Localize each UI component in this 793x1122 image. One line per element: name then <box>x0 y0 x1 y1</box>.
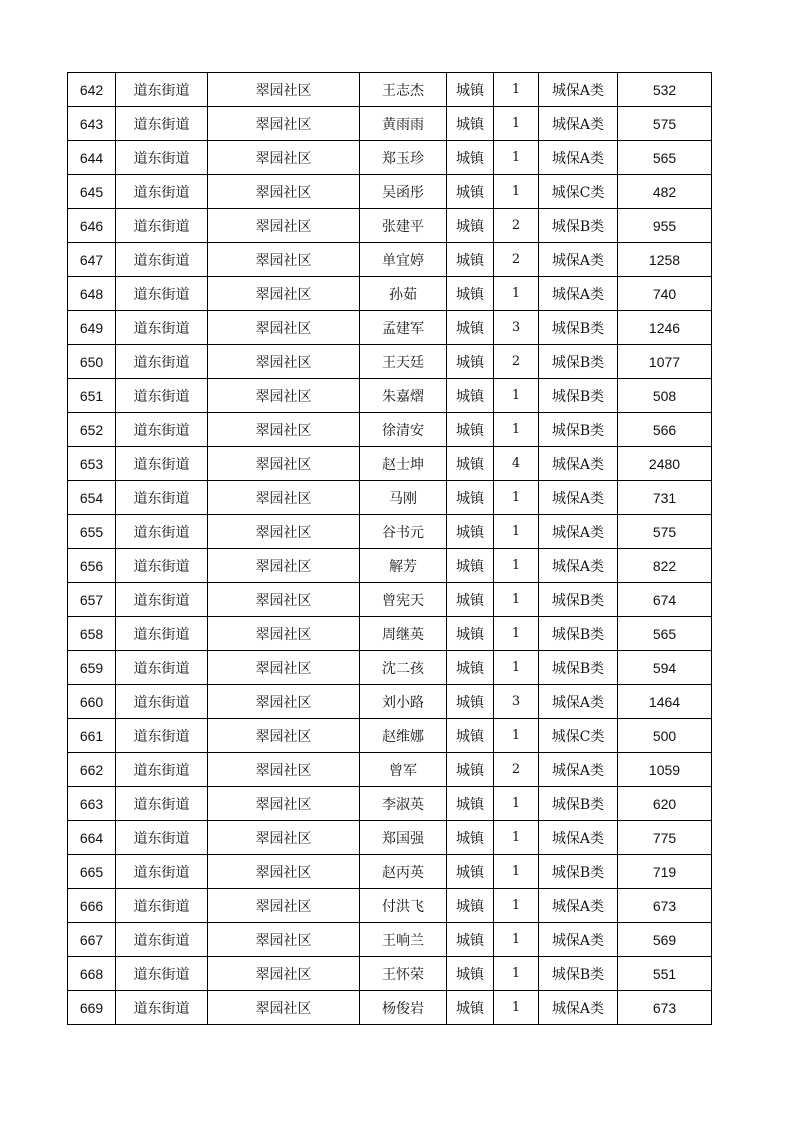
table-row <box>68 175 712 209</box>
household-size-cell: 2 <box>494 345 539 379</box>
household-size-cell: 1 <box>494 107 539 141</box>
area-type-cell: 城镇 <box>447 651 494 685</box>
community-cell: 翠园社区 <box>208 379 360 413</box>
person-name-cell: 解芳 <box>360 549 447 583</box>
household-size-cell: 1 <box>494 651 539 685</box>
community-cell: 翠园社区 <box>208 243 360 277</box>
community-cell: 翠园社区 <box>208 345 360 379</box>
area-type-cell: 城镇 <box>447 175 494 209</box>
area-type-cell: 城镇 <box>447 821 494 855</box>
street-cell: 道东街道 <box>116 311 208 345</box>
amount-cell: 575 <box>618 515 712 549</box>
category-cell: 城保B类 <box>539 413 618 447</box>
table-row <box>68 481 712 515</box>
community-cell: 翠园社区 <box>208 73 360 107</box>
category-cell: 城保B类 <box>539 651 618 685</box>
row-number-cell: 664 <box>68 821 116 855</box>
amount-cell: 673 <box>618 991 712 1025</box>
table-row <box>68 73 712 107</box>
table-row <box>68 311 712 345</box>
table-row <box>68 243 712 277</box>
amount-cell: 620 <box>618 787 712 821</box>
table-row <box>68 719 712 753</box>
community-cell: 翠园社区 <box>208 209 360 243</box>
category-cell: 城保B类 <box>539 345 618 379</box>
category-cell: 城保B类 <box>539 209 618 243</box>
person-name-cell: 沈二孩 <box>360 651 447 685</box>
amount-cell: 731 <box>618 481 712 515</box>
amount-cell: 1464 <box>618 685 712 719</box>
household-size-cell: 3 <box>494 311 539 345</box>
table-row <box>68 991 712 1025</box>
community-cell: 翠园社区 <box>208 991 360 1025</box>
table-row <box>68 209 712 243</box>
category-cell: 城保B类 <box>539 311 618 345</box>
table-row <box>68 889 712 923</box>
amount-cell: 500 <box>618 719 712 753</box>
category-cell: 城保A类 <box>539 481 618 515</box>
category-cell: 城保B类 <box>539 957 618 991</box>
household-size-cell: 2 <box>494 243 539 277</box>
person-name-cell: 杨俊岩 <box>360 991 447 1025</box>
community-cell: 翠园社区 <box>208 515 360 549</box>
person-name-cell: 张建平 <box>360 209 447 243</box>
table-row <box>68 345 712 379</box>
area-type-cell: 城镇 <box>447 481 494 515</box>
amount-cell: 532 <box>618 73 712 107</box>
area-type-cell: 城镇 <box>447 73 494 107</box>
street-cell: 道东街道 <box>116 515 208 549</box>
person-name-cell: 吴函彤 <box>360 175 447 209</box>
area-type-cell: 城镇 <box>447 685 494 719</box>
area-type-cell: 城镇 <box>447 753 494 787</box>
person-name-cell: 谷书元 <box>360 515 447 549</box>
street-cell: 道东街道 <box>116 447 208 481</box>
street-cell: 道东街道 <box>116 787 208 821</box>
row-number-cell: 649 <box>68 311 116 345</box>
table-row <box>68 107 712 141</box>
amount-cell: 719 <box>618 855 712 889</box>
street-cell: 道东街道 <box>116 107 208 141</box>
category-cell: 城保A类 <box>539 889 618 923</box>
amount-cell: 1077 <box>618 345 712 379</box>
amount-cell: 569 <box>618 923 712 957</box>
table-row <box>68 855 712 889</box>
community-cell: 翠园社区 <box>208 855 360 889</box>
row-number-cell: 668 <box>68 957 116 991</box>
amount-cell: 1059 <box>618 753 712 787</box>
street-cell: 道东街道 <box>116 175 208 209</box>
amount-cell: 551 <box>618 957 712 991</box>
row-number-cell: 651 <box>68 379 116 413</box>
community-cell: 翠园社区 <box>208 107 360 141</box>
person-name-cell: 曾宪天 <box>360 583 447 617</box>
area-type-cell: 城镇 <box>447 379 494 413</box>
row-number-cell: 642 <box>68 73 116 107</box>
category-cell: 城保A类 <box>539 243 618 277</box>
category-cell: 城保A类 <box>539 991 618 1025</box>
street-cell: 道东街道 <box>116 209 208 243</box>
household-size-cell: 1 <box>494 617 539 651</box>
area-type-cell: 城镇 <box>447 447 494 481</box>
area-type-cell: 城镇 <box>447 277 494 311</box>
household-size-cell: 1 <box>494 515 539 549</box>
area-type-cell: 城镇 <box>447 549 494 583</box>
household-size-cell: 1 <box>494 175 539 209</box>
person-name-cell: 周继英 <box>360 617 447 651</box>
community-cell: 翠园社区 <box>208 175 360 209</box>
category-cell: 城保A类 <box>539 141 618 175</box>
household-size-cell: 1 <box>494 991 539 1025</box>
area-type-cell: 城镇 <box>447 855 494 889</box>
community-cell: 翠园社区 <box>208 141 360 175</box>
person-name-cell: 王志杰 <box>360 73 447 107</box>
street-cell: 道东街道 <box>116 413 208 447</box>
amount-cell: 673 <box>618 889 712 923</box>
household-size-cell: 1 <box>494 719 539 753</box>
category-cell: 城保B类 <box>539 583 618 617</box>
row-number-cell: 647 <box>68 243 116 277</box>
row-number-cell: 660 <box>68 685 116 719</box>
category-cell: 城保A类 <box>539 685 618 719</box>
table-row <box>68 685 712 719</box>
community-cell: 翠园社区 <box>208 651 360 685</box>
row-number-cell: 661 <box>68 719 116 753</box>
person-name-cell: 马刚 <box>360 481 447 515</box>
row-number-cell: 662 <box>68 753 116 787</box>
street-cell: 道东街道 <box>116 141 208 175</box>
row-number-cell: 654 <box>68 481 116 515</box>
community-cell: 翠园社区 <box>208 957 360 991</box>
household-size-cell: 1 <box>494 787 539 821</box>
community-cell: 翠园社区 <box>208 719 360 753</box>
row-number-cell: 646 <box>68 209 116 243</box>
area-type-cell: 城镇 <box>447 209 494 243</box>
table-row <box>68 549 712 583</box>
household-size-cell: 1 <box>494 379 539 413</box>
household-size-cell: 1 <box>494 957 539 991</box>
street-cell: 道东街道 <box>116 991 208 1025</box>
street-cell: 道东街道 <box>116 345 208 379</box>
amount-cell: 565 <box>618 617 712 651</box>
area-type-cell: 城镇 <box>447 787 494 821</box>
community-cell: 翠园社区 <box>208 583 360 617</box>
category-cell: 城保A类 <box>539 515 618 549</box>
household-size-cell: 1 <box>494 277 539 311</box>
person-name-cell: 郑国强 <box>360 821 447 855</box>
category-cell: 城保A类 <box>539 107 618 141</box>
table-row <box>68 957 712 991</box>
area-type-cell: 城镇 <box>447 515 494 549</box>
area-type-cell: 城镇 <box>447 889 494 923</box>
area-type-cell: 城镇 <box>447 991 494 1025</box>
area-type-cell: 城镇 <box>447 107 494 141</box>
row-number-cell: 666 <box>68 889 116 923</box>
category-cell: 城保A类 <box>539 549 618 583</box>
street-cell: 道东街道 <box>116 243 208 277</box>
table-row <box>68 447 712 481</box>
amount-cell: 1258 <box>618 243 712 277</box>
community-cell: 翠园社区 <box>208 311 360 345</box>
household-size-cell: 1 <box>494 923 539 957</box>
amount-cell: 508 <box>618 379 712 413</box>
street-cell: 道东街道 <box>116 583 208 617</box>
row-number-cell: 655 <box>68 515 116 549</box>
amount-cell: 1246 <box>618 311 712 345</box>
street-cell: 道东街道 <box>116 685 208 719</box>
person-name-cell: 朱嘉熠 <box>360 379 447 413</box>
area-type-cell: 城镇 <box>447 583 494 617</box>
household-size-cell: 1 <box>494 413 539 447</box>
category-cell: 城保A类 <box>539 277 618 311</box>
person-name-cell: 赵士坤 <box>360 447 447 481</box>
table-row <box>68 787 712 821</box>
household-size-cell: 2 <box>494 209 539 243</box>
person-name-cell: 刘小路 <box>360 685 447 719</box>
table-row <box>68 651 712 685</box>
category-cell: 城保B类 <box>539 617 618 651</box>
table-row <box>68 277 712 311</box>
area-type-cell: 城镇 <box>447 719 494 753</box>
person-name-cell: 徐清安 <box>360 413 447 447</box>
row-number-cell: 650 <box>68 345 116 379</box>
street-cell: 道东街道 <box>116 719 208 753</box>
person-name-cell: 孙茹 <box>360 277 447 311</box>
person-name-cell: 王响兰 <box>360 923 447 957</box>
category-cell: 城保A类 <box>539 73 618 107</box>
household-size-cell: 1 <box>494 821 539 855</box>
street-cell: 道东街道 <box>116 379 208 413</box>
street-cell: 道东街道 <box>116 549 208 583</box>
table-row <box>68 515 712 549</box>
area-type-cell: 城镇 <box>447 345 494 379</box>
category-cell: 城保B类 <box>539 855 618 889</box>
community-cell: 翠园社区 <box>208 617 360 651</box>
table-row <box>68 617 712 651</box>
person-name-cell: 付洪飞 <box>360 889 447 923</box>
street-cell: 道东街道 <box>116 923 208 957</box>
household-size-cell: 1 <box>494 481 539 515</box>
household-size-cell: 3 <box>494 685 539 719</box>
table-row <box>68 583 712 617</box>
person-name-cell: 赵维娜 <box>360 719 447 753</box>
amount-cell: 674 <box>618 583 712 617</box>
household-size-cell: 1 <box>494 73 539 107</box>
street-cell: 道东街道 <box>116 855 208 889</box>
row-number-cell: 648 <box>68 277 116 311</box>
table-body <box>68 73 712 1025</box>
table-row <box>68 821 712 855</box>
category-cell: 城保A类 <box>539 447 618 481</box>
person-name-cell: 孟建军 <box>360 311 447 345</box>
table-row <box>68 379 712 413</box>
community-cell: 翠园社区 <box>208 685 360 719</box>
area-type-cell: 城镇 <box>447 243 494 277</box>
street-cell: 道东街道 <box>116 481 208 515</box>
table-row <box>68 923 712 957</box>
area-type-cell: 城镇 <box>447 957 494 991</box>
category-cell: 城保A类 <box>539 821 618 855</box>
amount-cell: 575 <box>618 107 712 141</box>
row-number-cell: 656 <box>68 549 116 583</box>
row-number-cell: 645 <box>68 175 116 209</box>
table-row <box>68 141 712 175</box>
category-cell: 城保B类 <box>539 787 618 821</box>
row-number-cell: 665 <box>68 855 116 889</box>
community-cell: 翠园社区 <box>208 889 360 923</box>
person-name-cell: 单宜婷 <box>360 243 447 277</box>
community-cell: 翠园社区 <box>208 787 360 821</box>
street-cell: 道东街道 <box>116 821 208 855</box>
community-cell: 翠园社区 <box>208 413 360 447</box>
category-cell: 城保A类 <box>539 923 618 957</box>
community-cell: 翠园社区 <box>208 447 360 481</box>
community-cell: 翠园社区 <box>208 549 360 583</box>
amount-cell: 2480 <box>618 447 712 481</box>
amount-cell: 565 <box>618 141 712 175</box>
assistance-roster-table <box>67 72 712 1025</box>
person-name-cell: 王怀荣 <box>360 957 447 991</box>
household-size-cell: 1 <box>494 549 539 583</box>
row-number-cell: 652 <box>68 413 116 447</box>
community-cell: 翠园社区 <box>208 753 360 787</box>
household-size-cell: 1 <box>494 583 539 617</box>
row-number-cell: 658 <box>68 617 116 651</box>
household-size-cell: 1 <box>494 141 539 175</box>
household-size-cell: 1 <box>494 889 539 923</box>
area-type-cell: 城镇 <box>447 141 494 175</box>
row-number-cell: 643 <box>68 107 116 141</box>
row-number-cell: 657 <box>68 583 116 617</box>
amount-cell: 740 <box>618 277 712 311</box>
amount-cell: 775 <box>618 821 712 855</box>
row-number-cell: 659 <box>68 651 116 685</box>
person-name-cell: 李淑英 <box>360 787 447 821</box>
area-type-cell: 城镇 <box>447 617 494 651</box>
row-number-cell: 644 <box>68 141 116 175</box>
community-cell: 翠园社区 <box>208 277 360 311</box>
table-row <box>68 753 712 787</box>
category-cell: 城保A类 <box>539 753 618 787</box>
area-type-cell: 城镇 <box>447 311 494 345</box>
row-number-cell: 669 <box>68 991 116 1025</box>
category-cell: 城保B类 <box>539 379 618 413</box>
street-cell: 道东街道 <box>116 889 208 923</box>
row-number-cell: 667 <box>68 923 116 957</box>
amount-cell: 594 <box>618 651 712 685</box>
household-size-cell: 1 <box>494 855 539 889</box>
amount-cell: 822 <box>618 549 712 583</box>
person-name-cell: 郑玉珍 <box>360 141 447 175</box>
category-cell: 城保C类 <box>539 719 618 753</box>
person-name-cell: 黄雨雨 <box>360 107 447 141</box>
amount-cell: 566 <box>618 413 712 447</box>
amount-cell: 955 <box>618 209 712 243</box>
person-name-cell: 曾军 <box>360 753 447 787</box>
street-cell: 道东街道 <box>116 957 208 991</box>
row-number-cell: 663 <box>68 787 116 821</box>
household-size-cell: 2 <box>494 753 539 787</box>
area-type-cell: 城镇 <box>447 413 494 447</box>
category-cell: 城保C类 <box>539 175 618 209</box>
street-cell: 道东街道 <box>116 73 208 107</box>
community-cell: 翠园社区 <box>208 923 360 957</box>
household-size-cell: 4 <box>494 447 539 481</box>
row-number-cell: 653 <box>68 447 116 481</box>
community-cell: 翠园社区 <box>208 821 360 855</box>
street-cell: 道东街道 <box>116 651 208 685</box>
area-type-cell: 城镇 <box>447 923 494 957</box>
street-cell: 道东街道 <box>116 277 208 311</box>
street-cell: 道东街道 <box>116 753 208 787</box>
street-cell: 道东街道 <box>116 617 208 651</box>
person-name-cell: 赵丙英 <box>360 855 447 889</box>
amount-cell: 482 <box>618 175 712 209</box>
table-row <box>68 413 712 447</box>
person-name-cell: 王天廷 <box>360 345 447 379</box>
community-cell: 翠园社区 <box>208 481 360 515</box>
